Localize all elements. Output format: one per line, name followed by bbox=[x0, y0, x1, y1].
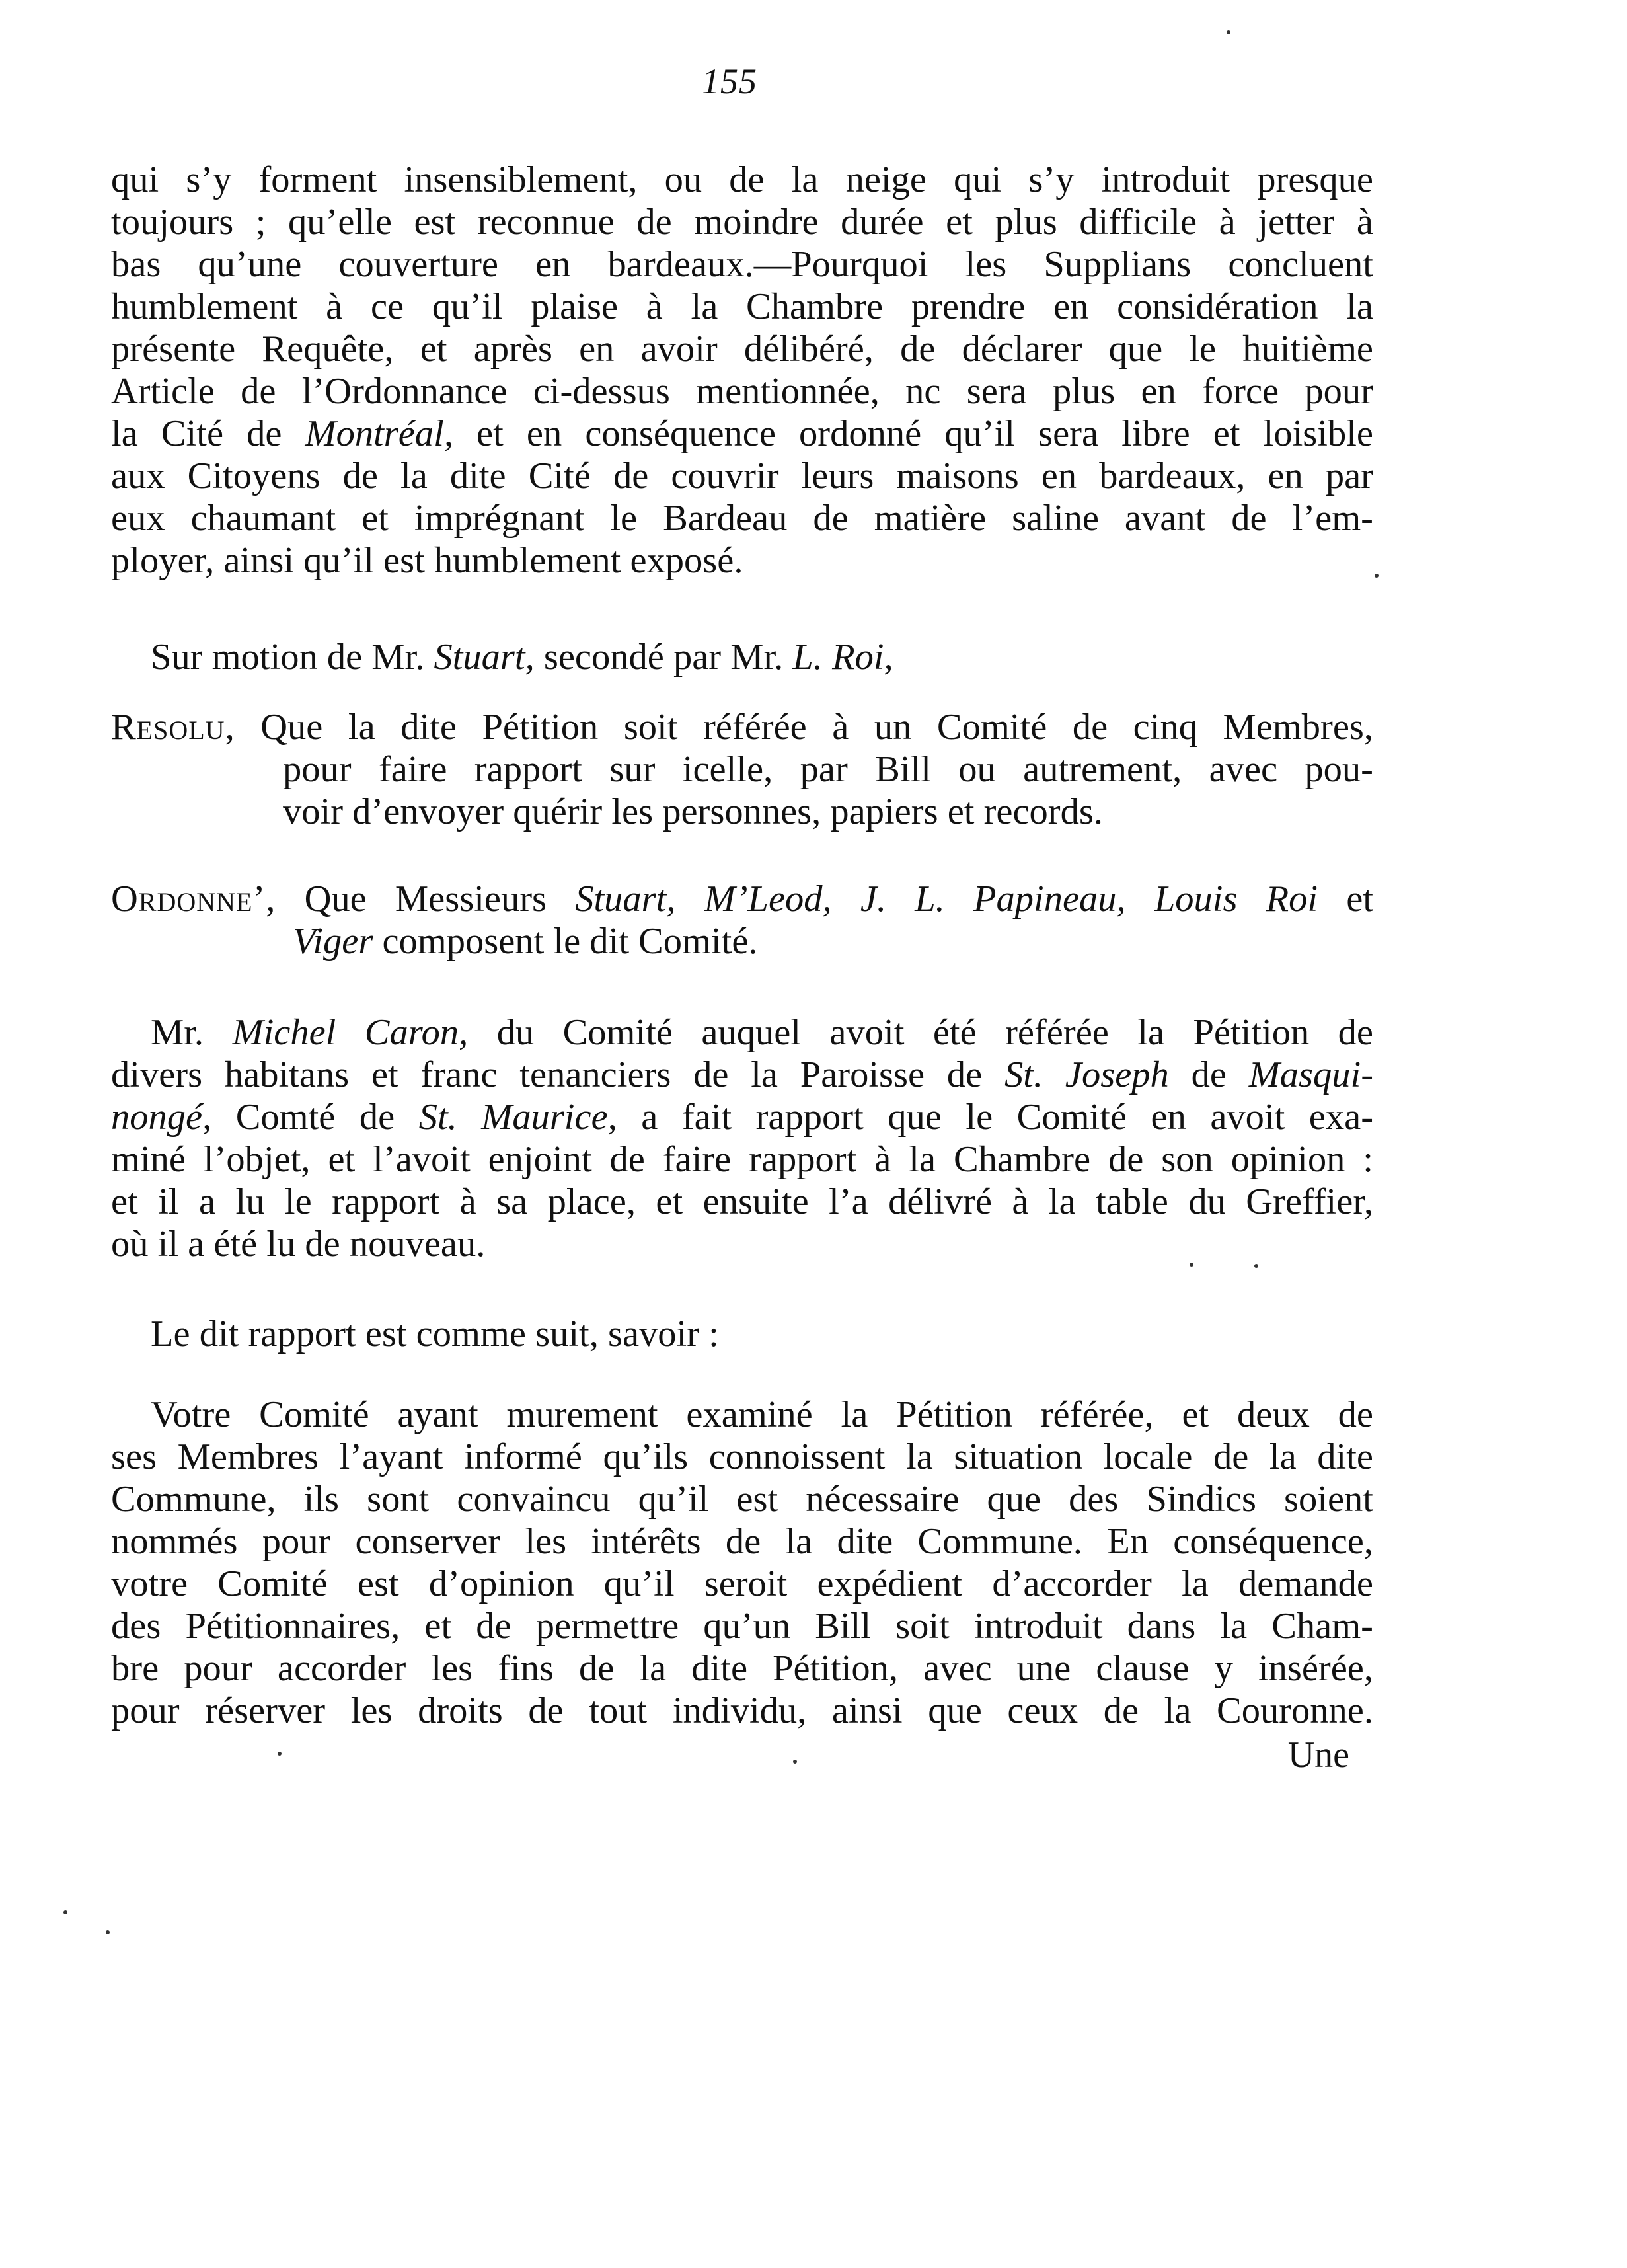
text-line: où il a été lu de nouveau. bbox=[111, 1224, 486, 1265]
text-line: pour réserver les droits de tout individu, ainsi que ceux de la Couronne. bbox=[111, 1690, 1373, 1731]
committee-report-paragraph bbox=[111, 1393, 1373, 1732]
text-line: ses Membres l’ayant informé qu’ils connoissent la situation locale de la dite bbox=[111, 1436, 1373, 1477]
scan-speck bbox=[1254, 1264, 1258, 1268]
text-line: bre pour accorder les fins de la dite Pétition, avec une clause y insérée, bbox=[111, 1648, 1373, 1689]
text-line: Votre Comité ayant murement examiné la Pétition référée, et deux de bbox=[151, 1394, 1373, 1435]
text-line: Mr. Michel Caron, du Comité auquel avoit été référée la Pétition de bbox=[151, 1012, 1374, 1053]
text-line: bas qu’une couverture en bardeaux.—Pourquoi les Supplians concluent bbox=[111, 244, 1373, 285]
catchword: Une bbox=[1287, 1735, 1349, 1776]
text-line: voir d’envoyer quérir les personnes, papiers et records. bbox=[283, 791, 1103, 832]
text-line: présente Requête, et après en avoir délibéré, de déclarer que le huitième bbox=[111, 329, 1373, 370]
seconder-name: L. Roi, bbox=[792, 637, 893, 678]
order-label: Ordonne’, bbox=[111, 879, 276, 919]
text-line: ployer, ainsi qu’il est humblement exposé. bbox=[111, 540, 743, 581]
text-line: pour faire rapport sur icelle, par Bill ou autrement, avec pou- bbox=[283, 749, 1373, 790]
text-line: nommés pour conserver les intérêts de la dite Commune. En conséquence, bbox=[111, 1521, 1373, 1562]
text-line: humblement à ce qu’il plaise à la Chambre prendre en considération la bbox=[111, 286, 1373, 327]
text-line: votre Comité est d’opinion qu’il seroit expédient d’accorder la demande bbox=[111, 1563, 1373, 1604]
report-follows-line bbox=[111, 1313, 1373, 1355]
scan-speck bbox=[1227, 30, 1230, 34]
text-line: la Cité de Montréal, et en conséquence ordonné qu’il sera libre et loisible bbox=[111, 413, 1373, 454]
scan-speck bbox=[278, 1752, 282, 1756]
text-line: divers habitans et franc tenanciers de la Paroisse de St. Joseph de Masqui- bbox=[111, 1054, 1374, 1095]
text-line: Viger composent le dit Comité. bbox=[293, 921, 758, 962]
petition-conclusion-paragraph bbox=[111, 159, 1373, 582]
text-line: aux Citoyens de la dite Cité de couvrir leurs maisons en bardeaux, en par bbox=[111, 455, 1373, 496]
page-number: 155 bbox=[702, 61, 757, 101]
mover-name: Stuart, bbox=[434, 637, 535, 678]
text-line: Resolu, Que la dite Pétition soit référée à un Comité de cinq Membres, bbox=[111, 707, 1374, 748]
text-line: et il a lu le rapport à sa place, et ensuite l’a délivré à la table du Greffier, bbox=[111, 1181, 1373, 1222]
reporter-name: Michel Caron, bbox=[232, 1012, 469, 1053]
scan-speck bbox=[1190, 1263, 1193, 1267]
motion-line: Sur motion de Mr. Stuart, secondé par Mr. L. Roi, bbox=[151, 637, 893, 678]
text-line: qui s’y forment insensiblement, ou de la neige qui s’y introduit presque bbox=[111, 159, 1373, 200]
text-line: Le dit rapport est comme suit, savoir : bbox=[151, 1313, 719, 1354]
order-paragraph bbox=[111, 878, 1373, 962]
scan-speck bbox=[1375, 574, 1379, 578]
text-line: eux chaumant et imprégnant le Bardeau de matière saline avant de l’em- bbox=[111, 498, 1373, 539]
scan-speck bbox=[106, 1930, 110, 1934]
resolution-paragraph bbox=[111, 706, 1373, 833]
city-name: Montréal, bbox=[305, 413, 453, 454]
text-line: des Pétitionnaires, et de permettre qu’un Bill soit introduit dans la Cham- bbox=[111, 1606, 1373, 1647]
motion-paragraph bbox=[111, 636, 1373, 678]
text-line: toujours ; qu’elle est reconnue de moindre durée et plus difficile à jetter à bbox=[111, 202, 1373, 243]
text-line: miné l’objet, et l’avoit enjoint de faire rapport à la Chambre de son opinion : bbox=[111, 1139, 1373, 1180]
text-line: Article de l’Ordonnance ci-dessus mentionnée, nc sera plus en force pour bbox=[111, 371, 1373, 412]
committee-report-intro-paragraph bbox=[111, 1011, 1373, 1265]
scan-speck bbox=[793, 1760, 797, 1764]
text-line: nongé, Comté de St. Maurice, a fait rapport que le Comité en avoit exa- bbox=[111, 1097, 1374, 1138]
resolution-label: Resolu, bbox=[111, 707, 235, 748]
scan-speck bbox=[63, 1910, 67, 1914]
text-line: Commune, ils sont convaincu qu’il est nécessaire que des Sindics soient bbox=[111, 1479, 1373, 1520]
text-line: Ordonne’, Que Messieurs Stuart, M’Leod, J. L. Papineau, Louis Roi et bbox=[111, 879, 1374, 919]
